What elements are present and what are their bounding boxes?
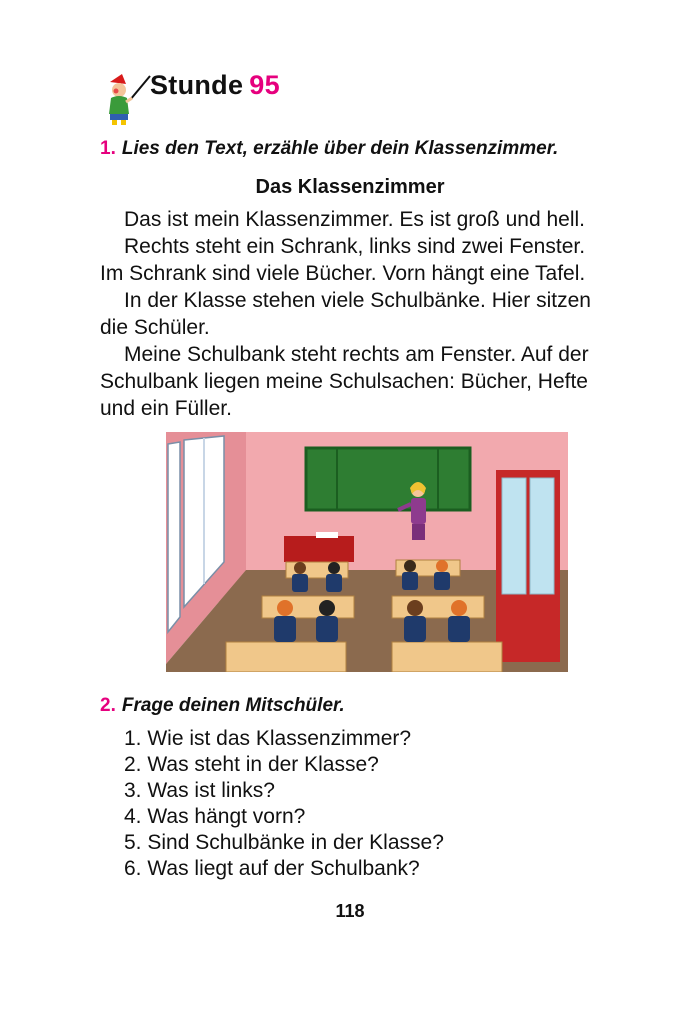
task-2-number: 2. [100,695,116,716]
text-line: und ein Füller. [100,397,232,420]
text-line: Rechts steht ein Schrank, links sind zwei Fenster. [124,235,586,258]
text-line: In der Klasse stehen viele Schulbänke. Hier sitzen [124,289,591,312]
text-line: Das ist mein Klassenzimmer. Es ist groß und hell. [124,208,585,231]
question-item: 1. Wie ist das Klassenzimmer? [124,727,412,750]
task-2-text: Frage deinen Mitschüler. [121,695,345,716]
text-line: die Schüler. [100,316,210,339]
question-item: 4. Was hängt vorn? [124,805,306,828]
lesson-label: Stunde [150,70,244,100]
question-item: 3. Was ist links? [124,779,275,802]
question-list [124,726,444,882]
lesson-number: 95 [249,70,280,100]
text-title: Das Klassenzimmer [255,176,445,198]
text-line: Schulbank liegen meine Schulsachen: Bücher, Hefte [100,370,588,393]
classroom-illustration [166,432,568,672]
text-line: Im Schrank sind viele Bücher. Vorn hängt eine Tafel. [100,262,586,285]
task-1-number: 1. [100,138,116,159]
lesson-heading [150,70,280,101]
text-body [100,206,640,422]
question-item: 5. Sind Schulbänke in der Klasse? [124,831,444,854]
question-item: 6. Was liegt auf der Schulbank? [124,857,420,880]
task-1-instruction [100,138,558,160]
page-number: 118 [335,901,365,921]
task-1-text: Lies den Text, erzähle über dein Klassenzimmer. [121,138,559,159]
task-2-instruction [100,695,345,717]
text-line: Meine Schulbank steht rechts am Fenster. Auf der [124,343,589,366]
question-item: 2. Was steht in der Klasse? [124,753,379,776]
teacher-pointer-icon [102,70,152,126]
